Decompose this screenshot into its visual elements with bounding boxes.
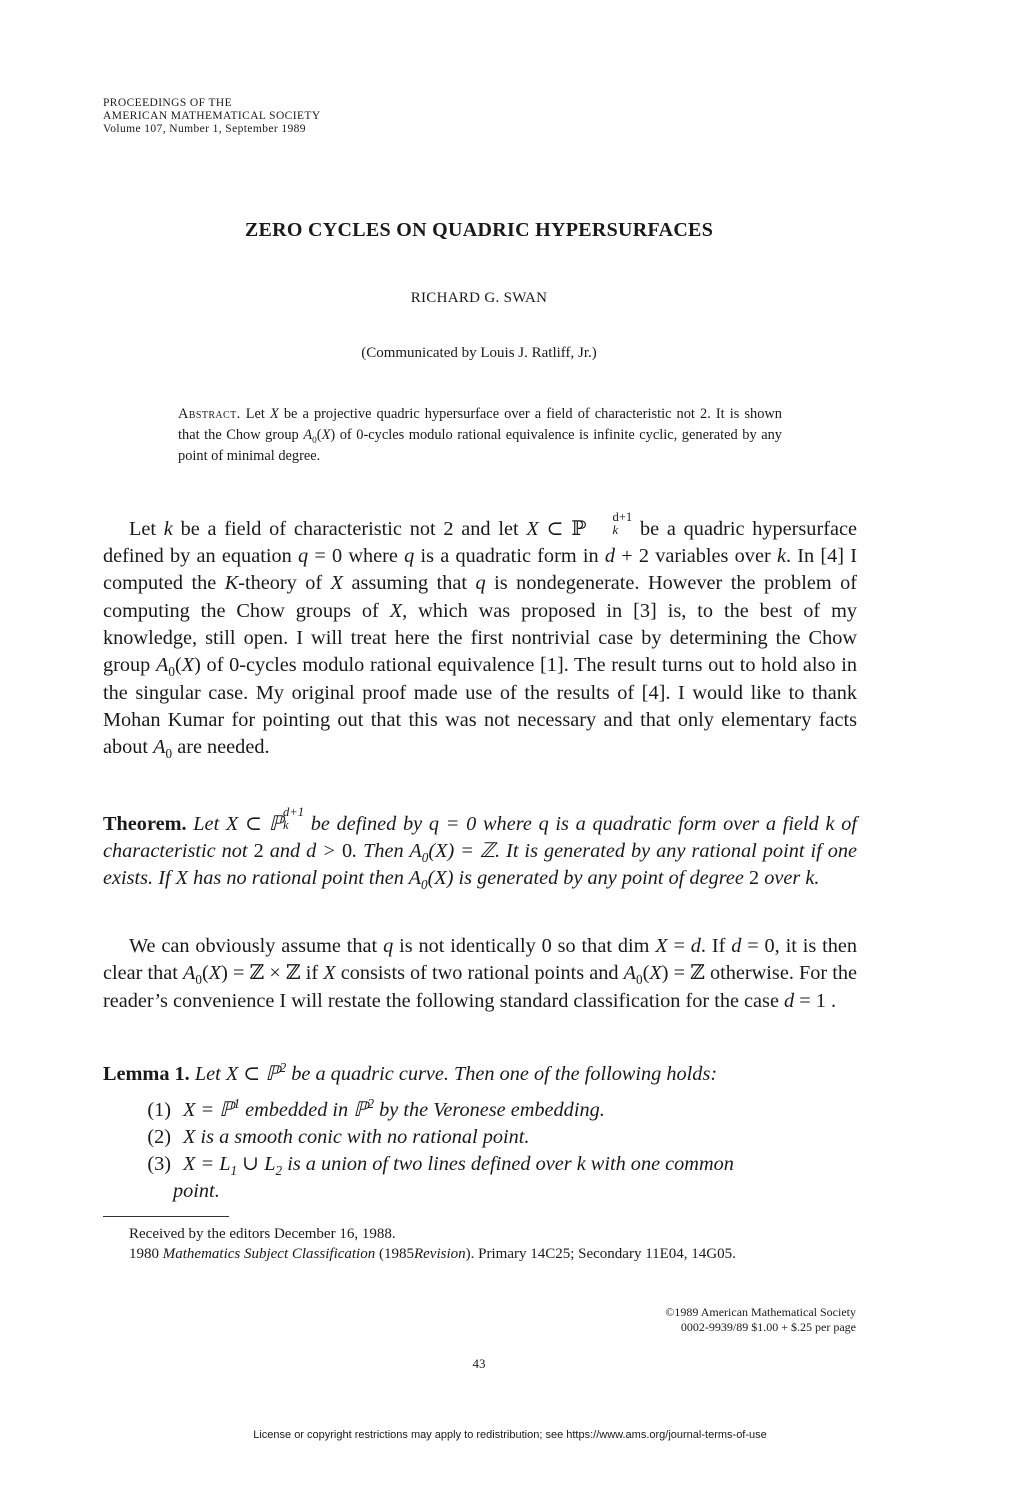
theorem: Theorem. Let X ⊂ ℙ d+1 k be defined by q = 0 where q is a quadratic form over a field k of characteristic not 2 and d > 0. Then $A_0(X)$ = ℤ. It is generated by any rational point if one exists. If X has no rational point then $A_0(X)$ is generated by any point of degree 2 over k. [103, 805, 858, 893]
journal-line-2: AMERICAN MATHEMATICAL SOCIETY [103, 110, 321, 122]
footnote-received: Received by the editors December 16, 1988. [129, 1226, 396, 1242]
abstract: Abstract. Let X be a projective quadric hypersurface over a field of characteristic not 2. It is shown that the Chow group $A_0(X)$ of 0-cycles modulo rational equivalence is infinite cyclic, generated by any point of minimal degree. [178, 406, 782, 464]
lemma-item-1: (1) X = ℙ$^1$ embedded in ℙ$^2$ by the Veronese embedding. [147, 1096, 605, 1121]
abstract-label: Abstract. [178, 406, 241, 422]
lemma-item-3-cont: point. [173, 1180, 220, 1202]
footnote-rule [103, 1216, 229, 1217]
lemma-item-2: (2) X is a smooth conic with no rational point. [147, 1126, 530, 1148]
paper-title: ZERO CYCLES ON QUADRIC HYPERSURFACES [244, 219, 714, 241]
journal-header [103, 97, 321, 136]
page-number: 43 [472, 1356, 486, 1371]
paragraph-2: We can obviously assume that q is not identically 0 so that dim X = d. If d = 0, it is then clear that $A_0(X)$ = ℤ × ℤ if X consists of two rational points and $A_0(X)$ = ℤ otherwise. For the reader’s convenience I will restate the following standard classification for the case d = 1 . [103, 935, 858, 1012]
lemma-label: Lemma 1. [103, 1063, 190, 1085]
license-notice: License or copyright restrictions may apply to redistribution; see https://www.ams.org/journal-terms-of-use [253, 1429, 767, 1441]
communicated-by: (Communicated by Louis J. Ratliff, Jr.) [361, 345, 597, 361]
copyright: ©1989 American Mathematical Society 0002-9939/89 $1.00 + $.25 per page [665, 1305, 856, 1334]
author: RICHARD G. SWAN [410, 290, 548, 306]
journal-line-3: Volume 107, Number 1, September 1989 [103, 123, 306, 135]
intro-paragraph: Let k be a field of characteristic not 2 and let X ⊂ ℙ d+1 k be a quadric hypersurface defined by an equation q = 0 where q is a quadratic form in d + 2 variables over k. In [4] I computed the K-theory of X assuming that q is nondegenerate. However the problem of computing the Chow groups of X, which was proposed in [3] is, to the best of my knowledge, still open. I will treat here the first nontrivial case by determining the Chow group $A_0(X)$ of 0-cycles modulo rational equivalence [1]. The result turns out to hold also in the singular case. My original proof made use of the results of [4]. I would like to thank Mohan Kumar for pointing out that this was not necessary and that only elementary facts about $A_0$ are needed. [103, 510, 857, 762]
footnote-msc: 1980 Mathematics Subject Classification (1985Revision). Primary 14C25; Secondary 11E04, 14G05. [129, 1246, 736, 1262]
journal-line-1: PROCEEDINGS OF THE [103, 97, 233, 109]
lemma-item-3: (3) $X = L_1$ ∪ $L_2$ is a union of two lines defined over k with one common [147, 1153, 734, 1179]
theorem-label: Theorem. [103, 812, 187, 835]
lemma-1: Lemma 1. Let X ⊂ ℙ$^2$ be a quadric curve. Then one of the following holds: [103, 1060, 718, 1085]
